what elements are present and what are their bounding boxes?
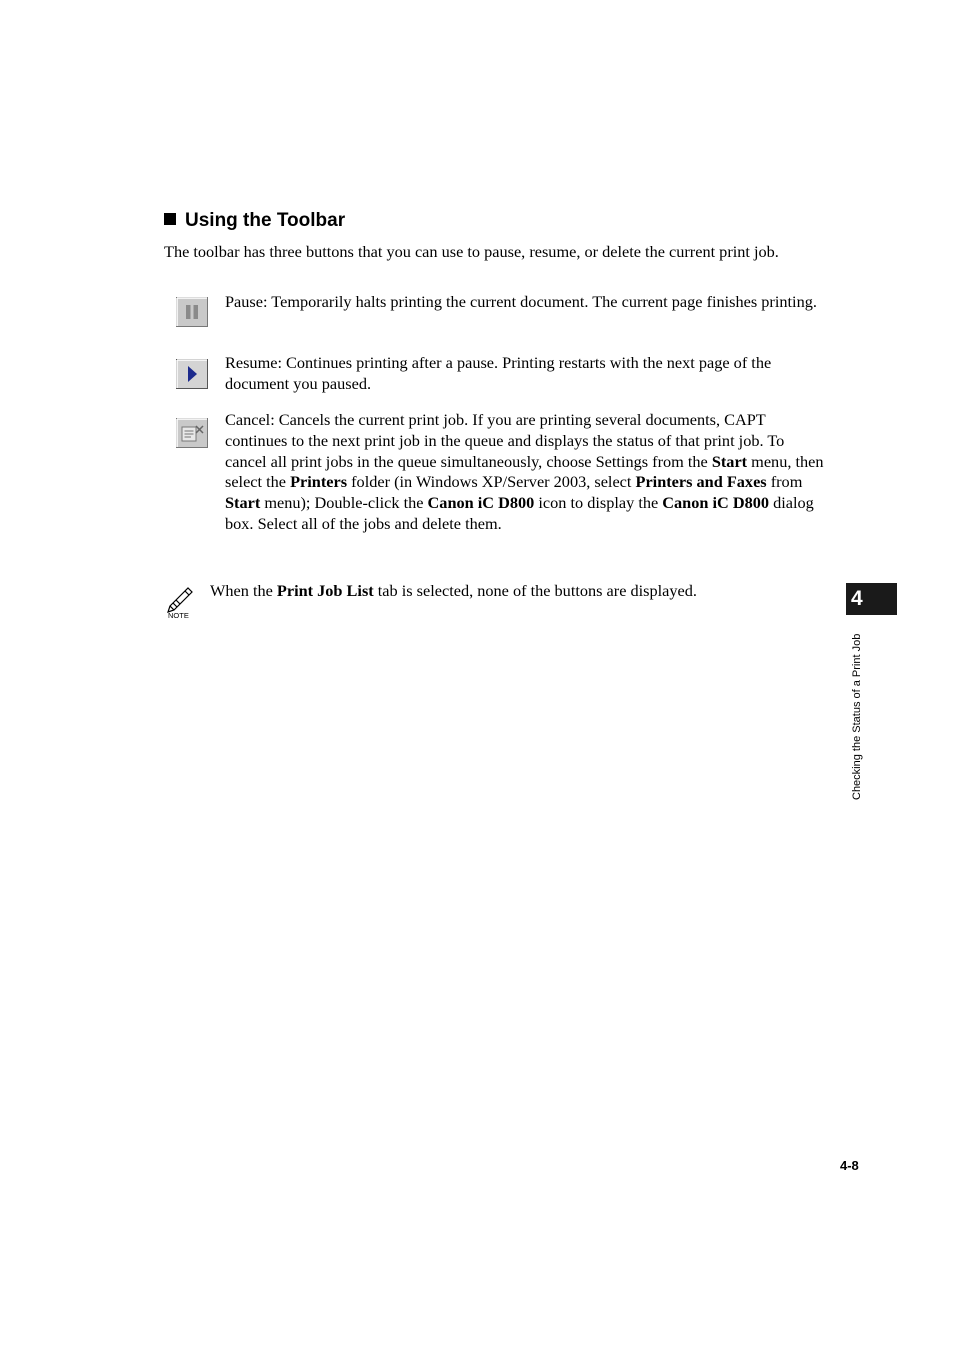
resume-description: Resume: Continues printing after a pause. Printing restarts with the next page of the document you paused.: [225, 353, 772, 393]
note-pencil-icon: [164, 582, 196, 620]
play-arrow-icon: [176, 359, 208, 389]
pause-description: Pause: Temporarily halts printing the current document. The current page finishes printing.: [225, 292, 817, 311]
section-heading: [164, 208, 345, 234]
chapter-tab: 4: [846, 583, 897, 615]
note-text: When the Print Job List tab is selected, none of the buttons are displayed.: [210, 581, 697, 600]
page-number: 4-8: [840, 1158, 859, 1173]
square-bullet-icon: [164, 213, 176, 225]
intro-paragraph: The toolbar has three buttons that you can use to pause, resume, or delete the current print job.: [164, 242, 779, 261]
cancel-document-icon: [176, 418, 208, 448]
cancel-description: Cancel: Cancels the current print job. If you are printing several documents, CAPT continues to the next print job in the queue and displays the status of that print job. To cancel all print jobs in the queue simultaneously, choose Settings from the Start menu, then select the Printers folder (in Windows XP/Server 2003, select Printers and Faxes from Start menu); Double-click the Canon iC D800 icon to display the Canon iC D800 dialog box. Select all of the jobs and delete them.: [225, 410, 824, 533]
pause-icon: [176, 297, 208, 327]
note-icon-label: NOTE: [168, 611, 189, 620]
chapter-title-vertical: Checking the Status of a Print Job: [851, 633, 863, 800]
section-heading-text: Using the Toolbar: [185, 210, 346, 231]
